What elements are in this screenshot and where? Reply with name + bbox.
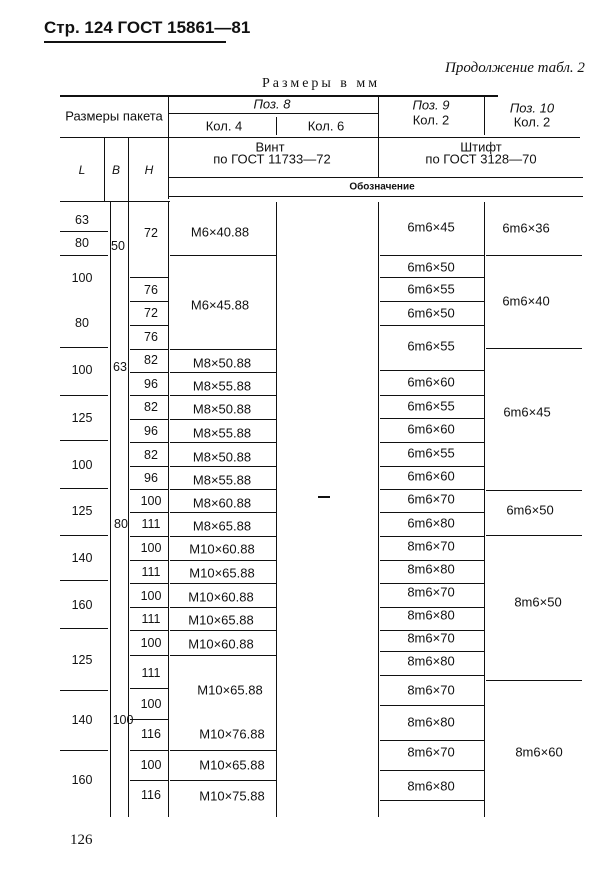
cell-pin10: 6m6×45 <box>503 404 551 420</box>
rule <box>170 780 276 781</box>
cell-H: 100 <box>140 589 162 603</box>
cell-screw: M10×60.88 <box>188 589 254 605</box>
rule <box>60 488 108 489</box>
cell-L: 100 <box>71 363 93 377</box>
cell-pin10: 6m6×40 <box>502 293 550 309</box>
rule <box>168 202 169 817</box>
cell-H: 82 <box>144 448 158 462</box>
rule <box>130 630 168 631</box>
rule <box>60 201 170 202</box>
cell-H: 100 <box>140 541 162 555</box>
rule <box>60 535 108 536</box>
rule <box>60 750 108 751</box>
cell-H: 72 <box>144 306 158 320</box>
rule <box>170 349 276 350</box>
rule <box>128 137 129 201</box>
rule <box>380 277 484 278</box>
cell-H: 100 <box>140 697 162 711</box>
cell-screw: M8×50.88 <box>192 355 252 371</box>
header-kol4: Кол. 4 <box>205 118 243 134</box>
cell-L: 140 <box>71 713 93 727</box>
cell-pin9: 8m6×70 <box>407 584 455 600</box>
rule <box>130 719 168 720</box>
cell-H: 116 <box>141 727 161 741</box>
rule <box>170 372 276 373</box>
cell-screw: M8×50.88 <box>192 401 252 417</box>
cell-pin9: 6m6×80 <box>407 515 455 531</box>
rule <box>60 628 108 629</box>
rule <box>170 419 276 420</box>
rule <box>170 536 276 537</box>
header-pos10: Поз. 10 <box>509 100 555 116</box>
rule <box>130 607 168 608</box>
cell-L: 140 <box>71 551 93 565</box>
rule <box>170 607 276 608</box>
cell-pin9: 6m6×60 <box>407 374 455 390</box>
header-col-H: H <box>144 163 154 177</box>
rule <box>380 705 484 706</box>
rule <box>130 466 168 467</box>
cell-H: 111 <box>141 612 161 626</box>
continuation-label: Продолжение табл. 2 <box>445 60 585 76</box>
rule <box>130 489 168 490</box>
cell-pin9: 8m6×70 <box>407 630 455 646</box>
running-header: Стр. 124 ГОСТ 15861—81 <box>44 18 251 37</box>
rule <box>130 372 168 373</box>
cell-pin9: 6m6×55 <box>407 281 455 297</box>
rule <box>380 370 484 371</box>
rule <box>60 255 108 256</box>
rule <box>486 348 582 349</box>
cell-pin9: 8m6×70 <box>407 744 455 760</box>
header-pin-1: Штифт <box>460 139 502 155</box>
rule <box>168 177 583 178</box>
cell-screw: M8×55.88 <box>192 425 252 441</box>
cell-screw: M10×65.88 <box>197 682 263 698</box>
rule <box>380 418 484 419</box>
cell-pin9: 6m6×70 <box>407 491 455 507</box>
cell-pin9: 6m6×60 <box>407 468 455 484</box>
rule <box>130 277 168 278</box>
cell-pin9: 8m6×80 <box>407 778 455 794</box>
cell-B: 50 <box>111 239 125 253</box>
header-kol2b: Кол. 2 <box>513 114 551 130</box>
rule <box>486 680 582 681</box>
cell-pin10: 8m6×60 <box>515 744 563 760</box>
rule <box>60 690 108 691</box>
cell-pin9: 6m6×50 <box>407 305 455 321</box>
header-underline <box>44 41 226 43</box>
rule <box>380 255 484 256</box>
header-screw-2: по ГОСТ 11733—72 <box>213 151 331 167</box>
rule <box>170 512 276 513</box>
cell-pin9: 6m6×50 <box>407 259 455 275</box>
rule <box>170 750 276 751</box>
rule <box>380 583 484 584</box>
cell-H: 111 <box>141 565 161 579</box>
cell-pin10: 6m6×50 <box>506 502 554 518</box>
header-kol2a: Кол. 2 <box>412 112 450 128</box>
cell-pin9: 8m6×80 <box>407 653 455 669</box>
cell-pin9: 6m6×55 <box>407 338 455 354</box>
cell-screw: M10×65.88 <box>199 757 265 773</box>
cell-screw: M10×65.88 <box>188 612 254 628</box>
rule <box>380 442 484 443</box>
rule <box>486 490 582 491</box>
cell-pin10: 6m6×36 <box>502 220 550 236</box>
rule <box>104 137 105 201</box>
rule <box>170 630 276 631</box>
cell-screw: M10×65.88 <box>189 565 255 581</box>
rule <box>170 255 276 256</box>
cell-L: 100 <box>71 271 93 285</box>
rule <box>380 770 484 771</box>
stray-dash <box>318 496 330 498</box>
rule <box>130 395 168 396</box>
cell-H: 96 <box>144 471 158 485</box>
rule <box>380 489 484 490</box>
cell-B: 63 <box>113 360 127 374</box>
rule <box>170 442 276 443</box>
cell-L: 80 <box>75 316 89 330</box>
cell-pin9: 6m6×55 <box>407 445 455 461</box>
cell-H: 76 <box>144 283 158 297</box>
cell-pin9: 8m6×70 <box>407 538 455 554</box>
page-number: 126 <box>70 832 93 848</box>
header-package-sizes: Размеры пакета <box>65 108 163 124</box>
rule <box>60 580 108 581</box>
units-label: Размеры в мм <box>262 76 381 91</box>
rule <box>60 440 108 441</box>
rule <box>380 800 484 801</box>
cell-screw: M10×76.88 <box>199 726 265 742</box>
rule <box>380 466 484 467</box>
header-kol6: Кол. 6 <box>307 118 345 134</box>
rule <box>130 301 168 302</box>
cell-H: 100 <box>140 494 162 508</box>
rule <box>170 466 276 467</box>
rule <box>380 675 484 676</box>
cell-screw: M10×60.88 <box>189 541 255 557</box>
rule <box>276 202 277 817</box>
cell-pin9: 8m6×80 <box>407 561 455 577</box>
rule <box>60 231 108 232</box>
rule <box>380 325 484 326</box>
rule <box>128 202 129 817</box>
rule <box>170 560 276 561</box>
cell-pin9: 6m6×45 <box>407 219 455 235</box>
cell-B: 100 <box>112 713 134 727</box>
cell-screw: M8×55.88 <box>192 472 252 488</box>
header-screw-1: Винт <box>255 139 285 155</box>
cell-L: 100 <box>71 458 93 472</box>
rule <box>130 688 168 689</box>
rule <box>170 489 276 490</box>
cell-screw: M10×75.88 <box>199 788 265 804</box>
rule <box>380 395 484 396</box>
header-designation: Обозначение <box>349 181 415 193</box>
cell-pin9: 6m6×55 <box>407 398 455 414</box>
rule <box>170 583 276 584</box>
cell-L: 125 <box>71 411 93 425</box>
cell-H: 82 <box>144 400 158 414</box>
header-col-L: L <box>78 163 86 177</box>
rule <box>486 535 582 536</box>
cell-H: 96 <box>144 377 158 391</box>
rule <box>130 349 168 350</box>
cell-H: 111 <box>141 517 161 531</box>
rule <box>168 113 378 114</box>
rule <box>380 651 484 652</box>
rule <box>380 560 484 561</box>
cell-screw: M8×55.88 <box>192 378 252 394</box>
rule <box>484 202 485 817</box>
cell-H: 100 <box>140 758 162 772</box>
header-pos8: Поз. 8 <box>253 96 291 112</box>
rule <box>486 255 582 256</box>
rule <box>380 536 484 537</box>
cell-L: 125 <box>71 504 93 518</box>
cell-L: 160 <box>71 773 93 787</box>
rule <box>378 202 379 817</box>
cell-pin9: 8m6×80 <box>407 714 455 730</box>
rule <box>168 196 583 197</box>
cell-H: 82 <box>144 353 158 367</box>
rule <box>130 750 168 751</box>
cell-L: 80 <box>75 236 89 250</box>
cell-H: 76 <box>144 330 158 344</box>
rule <box>170 655 276 656</box>
cell-H: 116 <box>141 788 161 802</box>
rule <box>130 419 168 420</box>
rule <box>130 780 168 781</box>
rule <box>380 607 484 608</box>
cell-H: 72 <box>144 226 158 240</box>
rule <box>130 536 168 537</box>
cell-L: 63 <box>75 213 89 227</box>
cell-L: 160 <box>71 598 93 612</box>
header-pos9: Поз. 9 <box>412 97 450 113</box>
rule <box>380 512 484 513</box>
cell-B: 80 <box>114 517 128 531</box>
cell-pin9: 8m6×70 <box>407 682 455 698</box>
rule <box>130 560 168 561</box>
rule <box>60 395 108 396</box>
cell-screw: M8×50.88 <box>192 449 252 465</box>
rule <box>130 325 168 326</box>
cell-screw: M8×60.88 <box>192 495 252 511</box>
rule <box>110 202 111 817</box>
header-pin-2: по ГОСТ 3128—70 <box>425 151 537 167</box>
cell-H: 96 <box>144 424 158 438</box>
rule <box>380 630 484 631</box>
cell-screw: M8×65.88 <box>192 518 252 534</box>
cell-pin9: 6m6×60 <box>407 421 455 437</box>
rule <box>60 137 580 138</box>
rule <box>484 97 485 135</box>
rule <box>276 117 277 135</box>
rule <box>170 395 276 396</box>
cell-screw: M6×40.88 <box>190 224 250 240</box>
cell-L: 125 <box>71 653 93 667</box>
rule <box>130 442 168 443</box>
cell-H: 100 <box>140 636 162 650</box>
cell-H: 111 <box>141 666 161 680</box>
cell-pin10: 8m6×50 <box>514 594 562 610</box>
rule <box>168 95 169 199</box>
rule <box>380 740 484 741</box>
cell-screw: M6×45.88 <box>190 297 250 313</box>
cell-screw: M10×60.88 <box>188 636 254 652</box>
rule <box>130 583 168 584</box>
rule <box>130 655 168 656</box>
rule <box>130 512 168 513</box>
header-col-B: B <box>111 163 121 177</box>
cell-pin9: 8m6×80 <box>407 607 455 623</box>
rule <box>378 95 379 177</box>
rule <box>380 301 484 302</box>
rule <box>60 347 108 348</box>
